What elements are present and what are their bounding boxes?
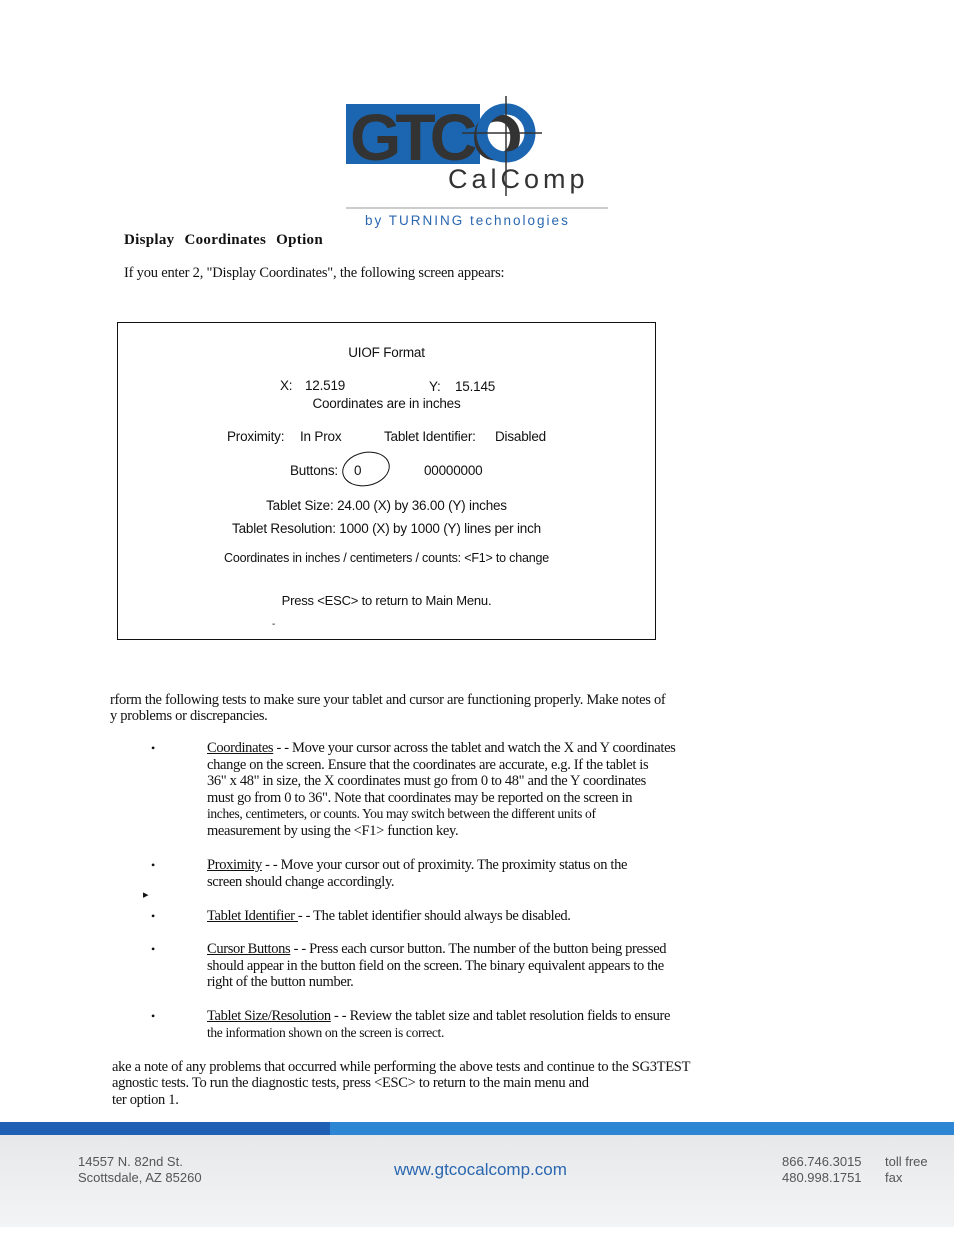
tablet-resolution-line: Tablet Resolution: 1000 (X) by 1000 (Y) lines per inch — [232, 521, 541, 536]
test-term: Tablet Identifier — [207, 908, 298, 924]
x-value: 12.519 — [305, 378, 346, 393]
section-heading: Display Coordinates Option — [124, 232, 323, 248]
test-proximity: Proximity - - Move your cursor out of proximity. The proximity status on the screen should change accordingly. — [207, 857, 628, 890]
test-term: Cursor Buttons — [207, 941, 291, 957]
logo-brand-bottom: CalComp — [448, 164, 589, 194]
footer-address — [78, 1154, 202, 1186]
fax-number: 480.998.1751 — [782, 1170, 862, 1185]
test-coordinates: Coordinates - - Move your cursor across the tablet and watch the X and Y coordinates change on the screen. Ensure that the coordinates are accurate, e.g. If the tablet is 36" x 48" in size, the X coordinates must go from 0 to 48" and the Y coordinates must go from 0 to 36". Note that coordinates may be reported on the screen in inches, centimeters, or counts. You may switch between the different units of measurement by using the <F1> function key. — [207, 740, 676, 839]
footer-website-link[interactable]: www.gtcocalcomp.com — [394, 1160, 567, 1179]
buttons-value: 0 — [354, 463, 362, 478]
test-term: Coordinates — [207, 740, 274, 756]
footer-phone-labels — [885, 1154, 928, 1186]
esc-hint: Press <ESC> to return to Main Menu. — [281, 593, 492, 608]
logo-tagline: by TURNING technologies — [365, 213, 570, 228]
phone-number: 866.746.3015 — [782, 1154, 862, 1169]
bullet-icon: • — [151, 909, 156, 923]
logo-brand-top: GTCO — [350, 100, 517, 174]
buttons-circle-annotation — [339, 447, 393, 490]
footer-bar-dark — [0, 1122, 330, 1135]
proximity-value: In Prox — [300, 429, 342, 444]
test-tablet-size-resolution: Tablet Size/Resolution - - Review the tablet size and tablet resolution fields to ensure the information shown on the screen is correct. — [207, 1008, 671, 1040]
bullet-icon: • — [151, 942, 156, 956]
stray-mark: ▸ — [143, 889, 149, 901]
bullet-icon: • — [151, 1009, 156, 1023]
closing-line-2: agnostic tests. To run the diagnostic tests, press <ESC> to return to the main menu and — [112, 1075, 589, 1091]
closing-line-3: ter option 1. — [112, 1092, 179, 1108]
units-hint: Coordinates in inches / centimeters / counts: <F1> to change — [224, 551, 549, 565]
address-line-2: Scottsdale, AZ 85260 — [78, 1170, 202, 1185]
stray-mark: - — [272, 619, 276, 630]
phone-label: toll free — [885, 1154, 928, 1169]
units-line: Coordinates are in inches — [312, 396, 461, 411]
identifier-label: Tablet Identifier: — [384, 429, 476, 444]
identifier-value: Disabled — [495, 429, 546, 444]
test-term: Tablet Size/Resolution — [207, 1008, 331, 1024]
bullet-icon: • — [151, 858, 156, 872]
x-label: X: — [280, 378, 293, 393]
tests-intro-line-1: rform the following tests to make sure your tablet and cursor are functioning properly. Make notes of — [110, 692, 666, 708]
y-value: 15.145 — [455, 379, 496, 394]
test-tablet-identifier: Tablet Identifier - - The tablet identifier should always be disabled. — [207, 908, 571, 924]
buttons-binary: 00000000 — [424, 463, 483, 478]
bullet-icon: • — [151, 741, 156, 755]
address-line-1: 14557 N. 82nd St. — [78, 1154, 183, 1169]
test-cursor-buttons: Cursor Buttons - - Press each cursor button. The number of the button being pressed should appear in the button field on the screen. The binary equivalent appears to the right of the button number. — [207, 941, 667, 990]
tests-intro-line-2: y problems or discrepancies. — [110, 708, 268, 724]
footer-phones — [782, 1154, 862, 1186]
test-term: Proximity — [207, 857, 262, 873]
closing-line-1: ake a note of any problems that occurred while performing the above tests and continue to the SG3TEST — [112, 1059, 691, 1075]
uiof-screen — [117, 322, 656, 640]
screen-title: UIOF Format — [348, 345, 425, 360]
section-intro: If you enter 2, "Display Coordinates", the following screen appears: — [124, 265, 505, 281]
y-label: Y: — [429, 379, 441, 394]
buttons-label: Buttons: — [290, 463, 338, 478]
tablet-size-line: Tablet Size: 24.00 (X) by 36.00 (Y) inches — [266, 498, 507, 513]
proximity-label: Proximity: — [227, 429, 285, 444]
fax-label: fax — [885, 1170, 903, 1185]
footer-bar-light — [330, 1122, 954, 1135]
